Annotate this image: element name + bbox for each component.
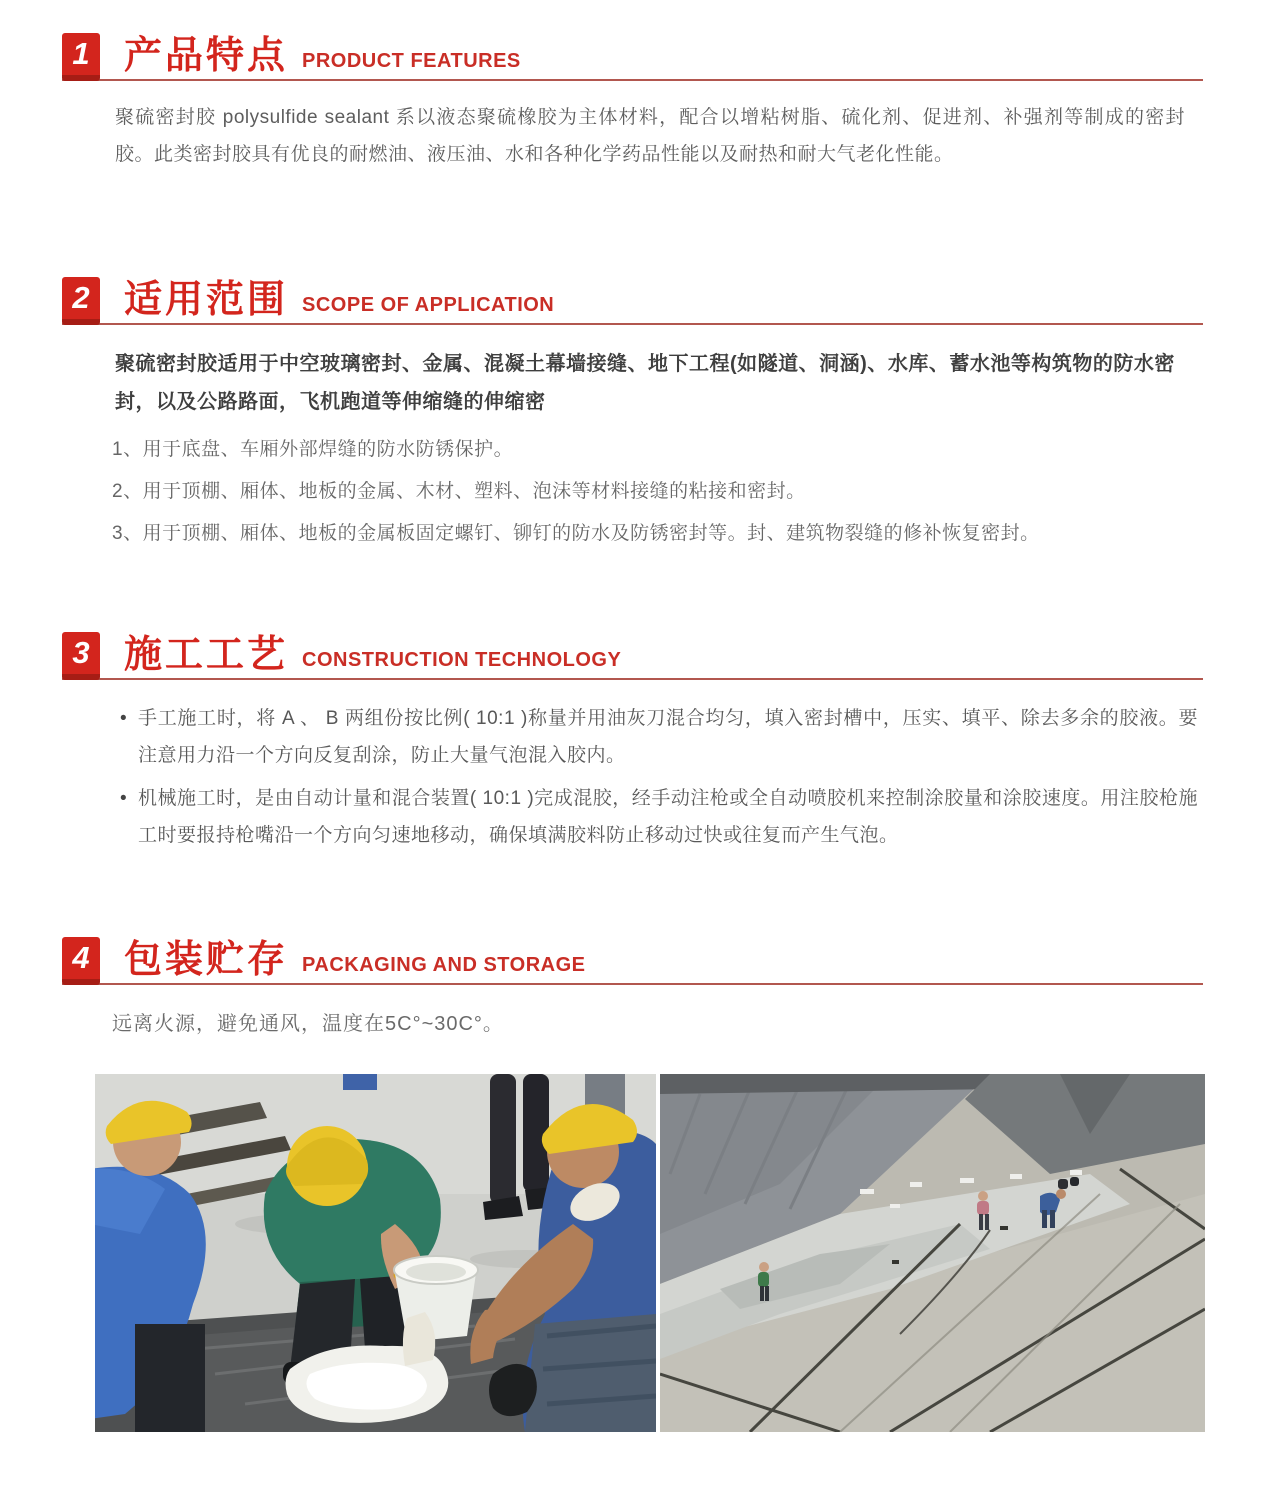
scope-lead-paragraph: 聚硫密封胶适用于中空玻璃密封、金属、混凝土幕墙接缝、地下工程(如隧道、洞涵)、水库、蓄水池等构筑物的防水密封，以及公路路面，飞机跑道等伸缩缝的伸缩密 [115, 353, 1175, 413]
section-title: 包装贮存 [124, 939, 289, 981]
section-packaging-and-storage [62, 937, 1203, 1036]
section-title: 施工工艺 [124, 634, 289, 676]
scope-numbered-list [112, 435, 1192, 549]
construction-bullet-list [120, 700, 1198, 854]
bullet-text: 机械施工时，是由自动计量和混合装置( 10:1 )完成混胶，经手动注枪或全自动喷胶机来控制涂胶量和涂胶速度。用注胶枪施工时要报持枪嘴沿一个方向匀速地移动，确保填满胶料防止移动过快或往复而产生气泡。 [138, 788, 1198, 846]
header-rule [62, 678, 1203, 680]
slope-photo-illustration [660, 1074, 1205, 1432]
section-header [62, 33, 1203, 81]
storage-note: 远离火源，避免通风，温度在5C°~30C°。 [112, 1013, 504, 1035]
section-title: 适用范围 [124, 279, 289, 321]
concrete-slope-expansion-joints-photo [660, 1074, 1205, 1432]
section-subtitle: SCOPE OF APPLICATION [302, 294, 555, 316]
section-number-badge [62, 632, 100, 680]
features-paragraph: 聚硫密封胶 polysulfide sealant 系以液态聚硫橡胶为主体材料，配合以增粘树脂、硫化剂、促进剂、补强剂等制成的密封胶。此类密封胶具有优良的耐燃油、液压油、水和各种化学药品性能以及耐热和耐大气老化性能。 [115, 107, 1185, 165]
section-number-badge [62, 937, 100, 985]
bullet-icon: • [120, 708, 128, 729]
section-construction-technology [62, 632, 1203, 854]
section-product-features [62, 33, 1203, 173]
header-rule [62, 983, 1203, 985]
section-number: 2 [72, 280, 90, 315]
header-rule [62, 79, 1203, 81]
section-title: 产品特点 [124, 35, 289, 77]
section-header [62, 937, 1203, 985]
section-subtitle: PACKAGING AND STORAGE [302, 954, 586, 976]
section-subtitle: CONSTRUCTION TECHNOLOGY [302, 649, 622, 671]
photo-strip [95, 1074, 1205, 1432]
section-scope-of-application [62, 277, 1203, 549]
section-number: 1 [72, 36, 90, 71]
section-number-badge [62, 277, 100, 325]
list-item: 3、用于顶棚、厢体、地板的金属板固定螺钉、铆钉的防水及防锈密封等。封、建筑物裂缝的修补恢复密封。 [112, 523, 1040, 544]
section-number-badge [62, 33, 100, 81]
section-header [62, 632, 1203, 680]
section-number: 4 [72, 940, 90, 975]
bullet-list-item [120, 700, 1198, 774]
workers-applying-sealant-photo [95, 1074, 656, 1432]
list-item: 2、用于顶棚、厢体、地板的金属、木材、塑料、泡沫等材料接缝的粘接和密封。 [112, 481, 806, 502]
bullet-icon: • [120, 788, 128, 809]
header-rule [62, 323, 1203, 325]
workers-photo-illustration [95, 1074, 656, 1432]
section-subtitle: PRODUCT FEATURES [302, 50, 521, 72]
bullet-text: 手工施工时，将 A 、 B 两组份按比例( 10:1 )称量并用油灰刀混合均匀，填入密封槽中，压实、填平、除去多余的胶液。要注意用力沿一个方向反复刮涂，防止大量气泡混入胶内。 [138, 708, 1198, 766]
section-header [62, 277, 1203, 325]
list-item: 1、用于底盘、车厢外部焊缝的防水防锈保护。 [112, 439, 514, 460]
bullet-list-item [120, 780, 1198, 854]
section-number: 3 [72, 635, 90, 670]
